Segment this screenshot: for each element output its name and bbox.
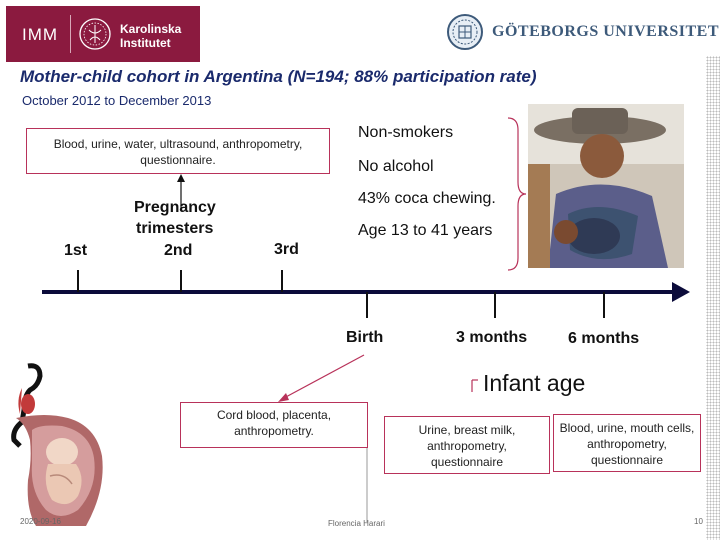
footer-author: Florencia Harari — [328, 519, 385, 528]
pregnancy-label: Pregnancy — [134, 199, 216, 216]
timepoint-6-months: 6 months — [568, 330, 640, 347]
slide-title: Mother-child cohort in Argentina (N=194; 88% participation rate) — [20, 67, 537, 86]
pregnancy-sampling-box: Blood, urine, water, ultrasound, anthropometry, questionnaire. — [26, 128, 330, 174]
six-month-sampling-box: Blood, urine, mouth cells, anthropometry, questionnaire — [553, 414, 701, 472]
timepoint-3-months: 3 months — [456, 329, 528, 346]
slide-subtitle: October 2012 to December 2013 — [22, 93, 212, 108]
ki-unit-label: IMM — [22, 25, 59, 44]
characteristic-age-range: Age 13 to 41 years — [358, 222, 493, 239]
ki-name-line1: Karolinska — [120, 22, 182, 36]
timepoint-birth: Birth — [346, 329, 384, 346]
trimester-1st: 1st — [64, 242, 88, 259]
trimester-3rd: 3rd — [274, 241, 299, 258]
ki-name-line2: Institutet — [120, 36, 171, 50]
trimesters-label: trimesters — [136, 220, 214, 237]
characteristic-no-alcohol: No alcohol — [358, 158, 434, 175]
three-month-sampling-box: Urine, breast milk, anthropometry, questionnaire — [384, 416, 550, 474]
characteristic-non-smokers: Non-smokers — [358, 124, 454, 141]
characteristic-coca-chewing: 43% coca chewing. — [358, 190, 496, 207]
fetus-illustration — [6, 360, 106, 530]
gu-name: GÖTEBORGS UNIVERSITET — [492, 23, 720, 40]
footer-page-number: 10 — [694, 517, 703, 526]
infant-age-label: Infant age — [483, 370, 586, 396]
birth-sampling-box: Cord blood, placenta, anthropometry. — [180, 402, 368, 448]
trimester-2nd: 2nd — [164, 242, 193, 259]
footer-date: 2020-09-16 — [20, 517, 61, 526]
